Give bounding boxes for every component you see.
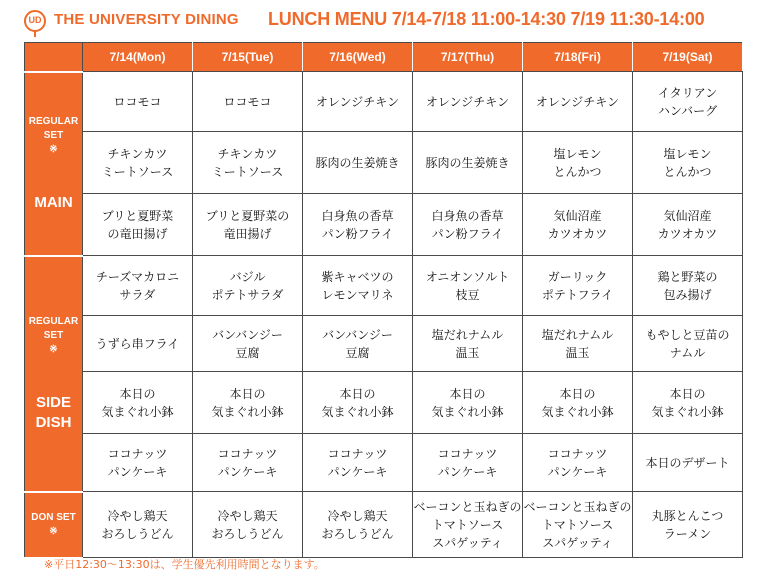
menu-cell: 豚肉の生姜焼き [413, 132, 523, 194]
side-row [25, 316, 743, 372]
ud-logo: UD [24, 10, 46, 32]
menu-cell: 白身魚の香草 パン粉フライ [413, 194, 523, 256]
menu-cell: ブリと夏野菜の 竜田揚げ [193, 194, 303, 256]
menu-cell: 気仙沼産 カツオカツ [633, 194, 743, 256]
menu-cell: チキンカツ ミートソース [193, 132, 303, 194]
menu-cell: ガーリック ポテトフライ [523, 256, 633, 316]
menu-cell: 塩レモン とんかつ [523, 132, 633, 194]
side-row [25, 256, 743, 316]
menu-cell: ココナッツ パンケーキ [193, 434, 303, 492]
menu-cell: 丸豚とんこつ ラーメン [633, 492, 743, 558]
don-row [25, 492, 743, 558]
menu-cell: バンバンジー 豆腐 [193, 316, 303, 372]
menu-cell: もやしと豆苗の ナムル [633, 316, 743, 372]
menu-cell: 本日の 気まぐれ小鉢 [633, 372, 743, 434]
brand-name: THE UNIVERSITY DINING [54, 11, 239, 28]
category-don-set: DON SET ※ [31, 511, 76, 537]
menu-cell: ベーコンと玉ねぎの トマトソース スパゲッティ [523, 492, 633, 558]
menu-cell: ブリと夏野菜 の竜田揚げ [83, 194, 193, 256]
menu-cell: ベーコンと玉ねぎの トマトソース スパゲッティ [413, 492, 523, 558]
menu-cell: チキンカツ ミートソース [83, 132, 193, 194]
menu-cell: 白身魚の香草 パン粉フライ [303, 194, 413, 256]
menu-cell: 本日の 気まぐれ小鉢 [193, 372, 303, 434]
menu-cell: 本日の 気まぐれ小鉢 [413, 372, 523, 434]
main-row [25, 194, 743, 256]
menu-cell: チーズマカロニ サラダ [83, 256, 193, 316]
corner-cell [25, 43, 83, 72]
menu-cell: ロコモコ [83, 72, 193, 132]
day-header: 7/18(Fri) [523, 43, 633, 72]
menu-cell: うずら串フライ [83, 316, 193, 372]
main-row [25, 72, 743, 132]
category-don [25, 492, 83, 558]
menu-cell: 本日の 気まぐれ小鉢 [303, 372, 413, 434]
menu-cell: ロコモコ [193, 72, 303, 132]
menu-cell: イタリアン ハンバーグ [633, 72, 743, 132]
lunch-menu-table [24, 42, 743, 559]
category-side-set: REGULAR SET ※ [28, 315, 79, 355]
side-row [25, 372, 743, 434]
menu-cell: ココナッツ パンケーキ [303, 434, 413, 492]
category-main [25, 72, 83, 256]
menu-cell: ココナッツ パンケーキ [83, 434, 193, 492]
footnote: ※平日12:30〜13:30は、学生優先利用時間となります。 [44, 558, 325, 571]
day-header: 7/16(Wed) [303, 43, 413, 72]
day-header: 7/14(Mon) [83, 43, 193, 72]
menu-cell: 紫キャベツの レモンマリネ [303, 256, 413, 316]
day-header-row [25, 43, 743, 72]
menu-title: LUNCH MENU 7/14-7/18 11:00-14:30 7/19 11:30-14:00 [268, 9, 705, 29]
side-row [25, 434, 743, 492]
menu-cell: 塩レモン とんかつ [633, 132, 743, 194]
menu-cell: オニオンソルト 枝豆 [413, 256, 523, 316]
menu-cell: 冷やし鶏天 おろしうどん [83, 492, 193, 558]
menu-cell: 鶏と野菜の 包み揚げ [633, 256, 743, 316]
category-side-label: SIDE DISH [35, 393, 72, 431]
menu-cell: 冷やし鶏天 おろしうどん [193, 492, 303, 558]
menu-cell: 豚肉の生姜焼き [303, 132, 413, 194]
category-main-label: MAIN [34, 193, 73, 211]
category-side [25, 256, 83, 492]
category-main-set: REGULAR SET ※ [28, 115, 79, 155]
menu-cell: 本日の 気まぐれ小鉢 [83, 372, 193, 434]
menu-cell: 冷やし鶏天 おろしうどん [303, 492, 413, 558]
day-header: 7/17(Thu) [413, 43, 523, 72]
main-row [25, 132, 743, 194]
menu-cell: ココナッツ パンケーキ [523, 434, 633, 492]
day-header: 7/15(Tue) [193, 43, 303, 72]
menu-cell: オレンジチキン [413, 72, 523, 132]
menu-cell: 気仙沼産 カツオカツ [523, 194, 633, 256]
logo-fork-mark [34, 31, 36, 37]
menu-cell: バンバンジー 豆腐 [303, 316, 413, 372]
menu-cell: 本日のデザート [633, 434, 743, 492]
menu-cell: 塩だれナムル 温玉 [523, 316, 633, 372]
menu-cell: オレンジチキン [303, 72, 413, 132]
day-header: 7/19(Sat) [633, 43, 743, 72]
menu-cell: 本日の 気まぐれ小鉢 [523, 372, 633, 434]
menu-cell: バジル ポテトサラダ [193, 256, 303, 316]
header [0, 0, 768, 44]
menu-cell: 塩だれナムル 温玉 [413, 316, 523, 372]
menu-cell: ココナッツ パンケーキ [413, 434, 523, 492]
menu-cell: オレンジチキン [523, 72, 633, 132]
